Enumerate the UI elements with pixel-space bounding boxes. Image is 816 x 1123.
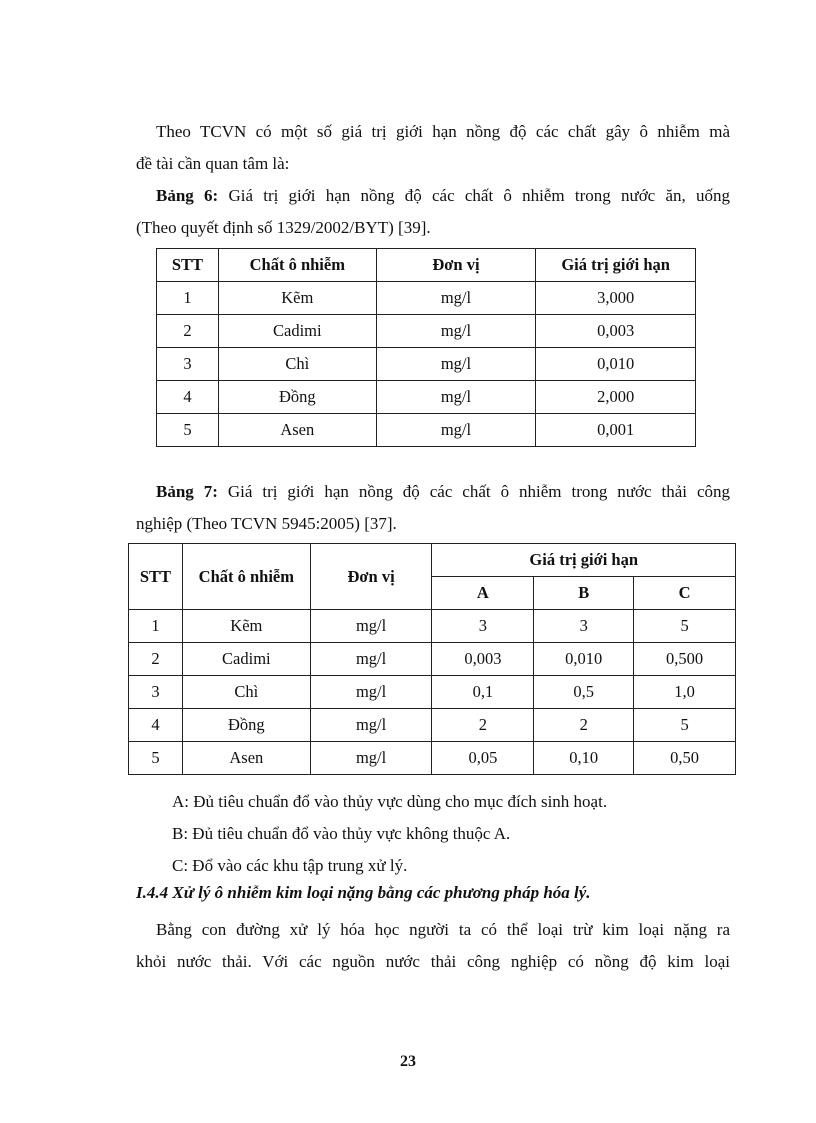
table-cell: mg/l [310, 643, 432, 676]
table7-caption-line-2: nghiệp (Theo TCVN 5945:2005) [37]. [136, 514, 397, 533]
table-cell: 0,003 [432, 643, 534, 676]
table-cell: 2,000 [536, 381, 696, 414]
table6-header-cell: STT [157, 249, 219, 282]
table-row [129, 742, 736, 775]
body-line-2: khỏi nước thải. Với các nguồn nước thải công nghiệp có nồng độ kim loại [136, 952, 730, 971]
table-cell: 3,000 [536, 282, 696, 315]
table-cell: Cadimi [218, 315, 376, 348]
table-cell: 4 [129, 709, 183, 742]
table-cell: 0,10 [534, 742, 634, 775]
table-cell: Kẽm [218, 282, 376, 315]
table-cell: 1 [157, 282, 219, 315]
table-cell: Chì [182, 676, 310, 709]
table-cell: 3 [432, 610, 534, 643]
table-cell: mg/l [310, 709, 432, 742]
table-cell: 3 [534, 610, 634, 643]
table-cell: mg/l [310, 676, 432, 709]
table-cell: 5 [157, 414, 219, 447]
note-b: B: Đủ tiêu chuẩn đổ vào thủy vực không thuộc A. [172, 824, 511, 843]
table-cell: 3 [157, 348, 219, 381]
table7-caption-text: Giá trị giới hạn nồng độ các chất ô nhiễm trong nước thải công [227, 482, 730, 501]
intro-line-2: đề tài cần quan tâm là: [136, 154, 290, 173]
table-row [157, 414, 696, 447]
table-cell: mg/l [376, 414, 536, 447]
table6-header-cell: Đơn vị [376, 249, 536, 282]
table7-header-cell: Giá trị giới hạn [432, 544, 736, 577]
table-cell: Đồng [218, 381, 376, 414]
table6-header-row [157, 249, 696, 282]
intro-line-1: Theo TCVN có một số giá trị giới hạn nồng độ các chất gây ô nhiễm mà [156, 122, 730, 141]
table-6 [156, 248, 696, 447]
table-cell: Cadimi [182, 643, 310, 676]
table6-caption-label: Bảng 6: [156, 186, 219, 205]
table-cell: 5 [129, 742, 183, 775]
table-cell: 0,05 [432, 742, 534, 775]
table-cell: 1 [129, 610, 183, 643]
body-line-1: Bằng con đường xử lý hóa học người ta có thể loại trừ kim loại nặng ra [156, 920, 730, 939]
table-cell: mg/l [376, 315, 536, 348]
table-cell: mg/l [310, 610, 432, 643]
table-cell: 2 [534, 709, 634, 742]
table-cell: 2 [129, 643, 183, 676]
table7-header-cell: B [534, 577, 634, 610]
table-cell: 2 [157, 315, 219, 348]
table-cell: 2 [432, 709, 534, 742]
table-row [157, 381, 696, 414]
table7-header-cell: C [634, 577, 736, 610]
table-cell: 3 [129, 676, 183, 709]
table-cell: 0,001 [536, 414, 696, 447]
table7-caption-line-1 [136, 476, 730, 508]
table-cell: 0,003 [536, 315, 696, 348]
table-cell: 5 [634, 709, 736, 742]
table-row [129, 610, 736, 643]
table7-header-cell: Đơn vị [310, 544, 432, 610]
table-row [157, 348, 696, 381]
table-row [129, 676, 736, 709]
table-cell: 1,0 [634, 676, 736, 709]
table-row [157, 315, 696, 348]
table-cell: 0,1 [432, 676, 534, 709]
table7-header-cell: STT [129, 544, 183, 610]
table7-caption-label: Bảng 7: [156, 482, 218, 501]
table7-header-row [129, 544, 736, 577]
table-cell: 0,50 [634, 742, 736, 775]
table6-caption-line-2: (Theo quyết định số 1329/2002/BYT) [39]. [136, 218, 431, 237]
table-row [157, 282, 696, 315]
table-cell: mg/l [376, 381, 536, 414]
table-cell: 4 [157, 381, 219, 414]
table-cell: 0,010 [534, 643, 634, 676]
table-cell: mg/l [376, 348, 536, 381]
section-heading: I.4.4 Xử lý ô nhiễm kim loại nặng bằng các phương pháp hóa lý. [136, 883, 591, 902]
note-c: C: Đổ vào các khu tập trung xử lý. [172, 856, 408, 875]
table-cell: Đồng [182, 709, 310, 742]
table6-caption-text: Giá trị giới hạn nồng độ các chất ô nhiễm trong nước ăn, uống [228, 186, 730, 205]
table-row [129, 643, 736, 676]
table-cell: mg/l [376, 282, 536, 315]
table6-header-cell: Giá trị giới hạn [536, 249, 696, 282]
table6-caption-line-1 [136, 180, 730, 212]
table-cell: 0,500 [634, 643, 736, 676]
table-cell: Asen [182, 742, 310, 775]
table7-header-cell: A [432, 577, 534, 610]
table-cell: 0,010 [536, 348, 696, 381]
table7-header-cell: Chất ô nhiễm [182, 544, 310, 610]
table-cell: Kẽm [182, 610, 310, 643]
note-a: A: Đủ tiêu chuẩn đổ vào thủy vực dùng cho mục đích sinh hoạt. [172, 792, 608, 811]
table-cell: Chì [218, 348, 376, 381]
table-7 [128, 543, 736, 775]
table-row [129, 709, 736, 742]
page-number: 23 [400, 1053, 416, 1070]
table-cell: 0,5 [534, 676, 634, 709]
table6-header-cell: Chất ô nhiễm [218, 249, 376, 282]
table-cell: mg/l [310, 742, 432, 775]
table-cell: Asen [218, 414, 376, 447]
table-cell: 5 [634, 610, 736, 643]
